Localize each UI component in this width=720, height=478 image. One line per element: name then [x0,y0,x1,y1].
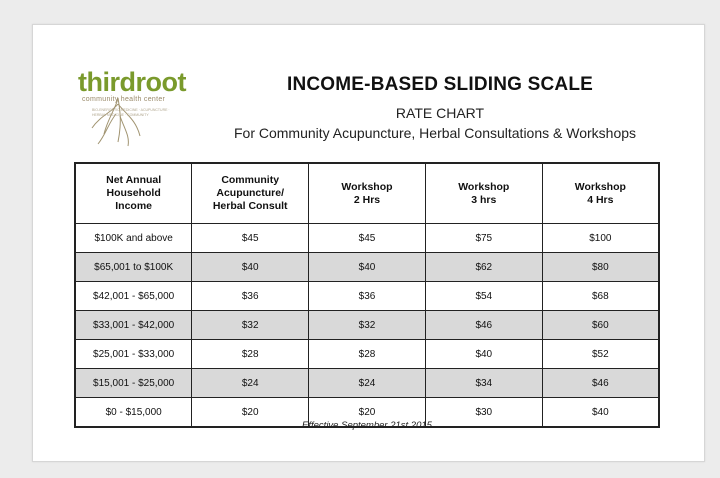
logo-fine-print: BIO-ENERGETIC MEDICINE · ACUPUNCTURE · HERBAL MEDICINE · COMMUNITY [92,108,170,117]
cell-workshop-3hrs: $30 [425,398,542,428]
cell-income: $42,001 - $65,000 [75,282,192,311]
table-row [75,311,659,340]
cell-workshop-3hrs: $75 [425,224,542,253]
cell-workshop-4hrs: $100 [542,224,659,253]
cell-income: $33,001 - $42,000 [75,311,192,340]
table-row [75,224,659,253]
cell-workshop-2hrs: $40 [309,253,426,282]
cell-workshop-2hrs: $28 [309,340,426,369]
cell-workshop-2hrs: $20 [309,398,426,428]
logo-wordmark: thirdroot [78,67,186,97]
col-header-workshop-2hrs: Workshop 2 Hrs [309,163,426,224]
cell-income: $15,001 - $25,000 [75,369,192,398]
cell-workshop-4hrs: $80 [542,253,659,282]
cell-workshop-2hrs: $24 [309,369,426,398]
cell-acupuncture: $45 [192,224,309,253]
cell-acupuncture: $40 [192,253,309,282]
rate-table [74,162,660,428]
cell-acupuncture: $24 [192,369,309,398]
page-title: INCOME-BASED SLIDING SCALE [286,74,594,95]
cell-workshop-3hrs: $34 [425,369,542,398]
cell-acupuncture: $20 [192,398,309,428]
cell-acupuncture: $36 [192,282,309,311]
table-row [75,369,659,398]
table-row [75,340,659,369]
cell-income: $25,001 - $33,000 [75,340,192,369]
cell-workshop-4hrs: $40 [542,398,659,428]
page-subtitle: RATE CHART [395,105,485,121]
thirdroot-logo [78,68,196,148]
cell-workshop-3hrs: $46 [425,311,542,340]
table-header-row [75,163,659,224]
table-row [75,282,659,311]
col-header-workshop-4hrs: Workshop 4 Hrs [542,163,659,224]
cell-workshop-2hrs: $45 [309,224,426,253]
page-description: For Community Acupuncture, Herbal Consultations & Workshops [233,125,637,141]
cell-workshop-4hrs: $68 [542,282,659,311]
cell-acupuncture: $32 [192,311,309,340]
table-row [75,253,659,282]
col-header-acupuncture: Community Acupuncture/ Herbal Consult [192,163,309,224]
cell-income: $100K and above [75,224,192,253]
cell-workshop-4hrs: $46 [542,369,659,398]
cell-income: $65,001 to $100K [75,253,192,282]
effective-date: Effective September 21st 2015 [302,420,432,431]
col-header-income: Net Annual Household Income [75,163,192,224]
cell-workshop-2hrs: $36 [309,282,426,311]
cell-workshop-3hrs: $62 [425,253,542,282]
logo-tagline: community health center [82,96,166,103]
cell-workshop-3hrs: $54 [425,282,542,311]
cell-acupuncture: $28 [192,340,309,369]
cell-workshop-2hrs: $32 [309,311,426,340]
col-header-workshop-3hrs: Workshop 3 hrs [425,163,542,224]
cell-workshop-4hrs: $60 [542,311,659,340]
cell-workshop-3hrs: $40 [425,340,542,369]
cell-income: $0 - $15,000 [75,398,192,428]
cell-workshop-4hrs: $52 [542,340,659,369]
